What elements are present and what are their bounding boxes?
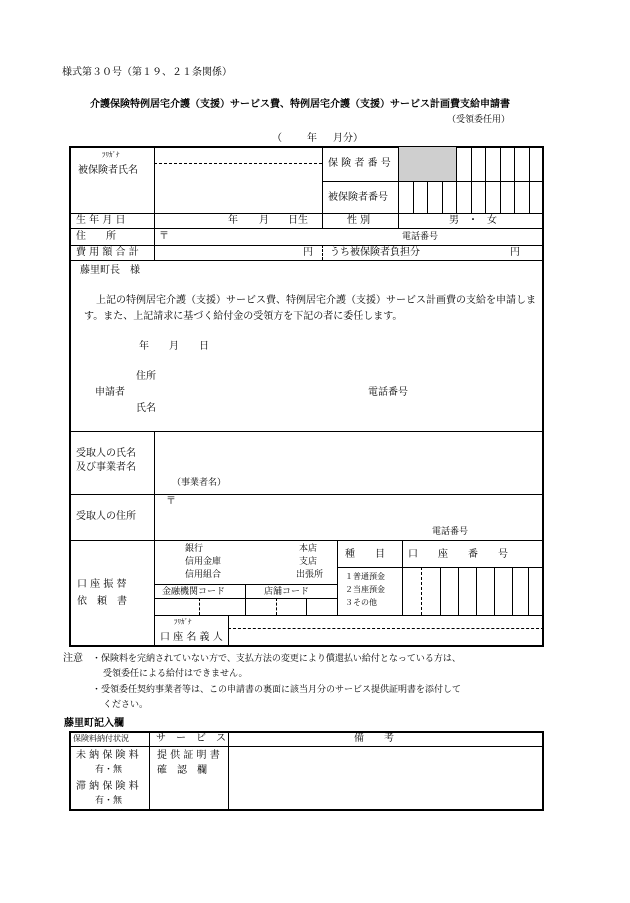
receiver-postal-mark: 〒 (166, 496, 176, 507)
note-1-line-1: ・保険料を完納されていない方で、支払方法の変更により償還払い給付となっている方は、 (92, 654, 461, 664)
birth-label: 生 年 月 日 (76, 215, 126, 226)
office-use-table (69, 731, 544, 811)
service-header-3: 確 認 欄 (157, 765, 207, 776)
overdue-premium-options[interactable]: 有・無 (95, 796, 123, 806)
birth-day-label: 日生 (288, 215, 308, 226)
applicant-name-label: 氏名 (136, 403, 156, 414)
receiver-phone-label: 電話番号 (432, 527, 469, 537)
bank-type-bank[interactable]: 銀行 (185, 544, 204, 554)
period-month-label: 月分） (333, 133, 363, 144)
unpaid-premium-options[interactable]: 有・無 (95, 765, 123, 775)
unpaid-premium-label: 未 納 保 険 料 (76, 750, 139, 761)
cost-yen-unit: 円 (303, 247, 313, 258)
account-number-label: 口 座 番 号 (408, 549, 508, 560)
receiver-address-label: 受取人の住所 (76, 511, 136, 522)
service-header-1: サ ー ビ ス (156, 733, 226, 744)
note-2-line-2: ください。 (103, 700, 149, 710)
institution-code-label: 金融機関コード (162, 587, 226, 597)
applicant-phone-label: 電話番号 (368, 387, 408, 398)
birth-month-label: 月 (259, 215, 269, 226)
bank-type-credit-bank[interactable]: 信用金庫 (185, 557, 222, 567)
note-2-line-1: ・受領委任契約事業者等は、この申請書の裏面に該当月分のサービス提供証明書を添付して (92, 685, 462, 695)
note-1-line-2: 受領委任による給付はできません。 (103, 669, 248, 679)
insured-name-label: 被保険者氏名 (78, 165, 138, 176)
account-type-label: 種 目 (345, 549, 385, 560)
service-header-2: 提 供 証 明 書 (157, 750, 220, 761)
applicant-address-label: 住所 (136, 371, 156, 382)
date-year-label: 年 (139, 341, 149, 352)
office-use-heading: 藤里町記入欄 (64, 718, 124, 729)
address-phone-label: 電話番号 (402, 232, 439, 242)
account-type-other[interactable]: ３その他 (345, 598, 377, 607)
bank-transfer-label-2: 依 頼 書 (77, 596, 127, 607)
period-open: （ (272, 133, 282, 144)
branch-type-branch[interactable]: 支店 (299, 557, 318, 567)
remarks-header: 備 考 (354, 733, 394, 744)
account-type-current[interactable]: ２当座預金 (345, 585, 385, 594)
date-day-label: 日 (199, 341, 209, 352)
period-year-label: 年 (307, 133, 317, 144)
recipient-mayor: 藤里町長 様 (80, 265, 140, 276)
birth-year-label: 年 (228, 215, 238, 226)
payment-status-label: 保険料納付状況 (73, 734, 129, 743)
address-postal-mark: 〒 (159, 231, 169, 242)
receiver-business-name: （事業者名） (172, 478, 227, 488)
branch-type-sub-branch[interactable]: 出張所 (296, 570, 324, 580)
insured-name-field[interactable] (156, 165, 320, 211)
form-number: 様式第３０号（第１９、２１条関係） (62, 67, 232, 78)
bank-transfer-label-1: 口 座 振 替 (77, 579, 127, 590)
cost-burden-label: うち被保険者負担分 (330, 247, 420, 258)
cost-burden-yen-unit: 円 (510, 247, 520, 258)
notes-heading: 注意 (63, 653, 83, 664)
insured-furigana-label: ﾌﾘｶﾞﾅ (102, 151, 120, 159)
statement-line-1: 上記の特例居宅介護（支援）サービス費、特例居宅介護（支援）サービス計画費の支給を申請しま (96, 295, 536, 306)
form-title: 介護保険特例居宅介護（支援）サービス費、特例居宅介護（支援）サービス計画費支給申請書 (90, 99, 510, 110)
account-type-ordinary[interactable]: １普通預金 (345, 572, 385, 581)
applicant-label: 申請者 (95, 387, 125, 398)
holder-furigana-label: ﾌﾘｶﾞﾅ (174, 618, 192, 626)
sex-label: 性 別 (347, 215, 371, 226)
account-holder-label: 口 座 名 義 人 (160, 632, 223, 643)
sex-female-option[interactable]: 女 (487, 215, 497, 226)
date-month-label: 月 (169, 341, 179, 352)
receiver-name-label-2: 及び事業者名 (76, 462, 136, 473)
overdue-premium-label: 滞 納 保 険 料 (76, 781, 139, 792)
bank-type-credit-union[interactable]: 信用組合 (185, 570, 222, 580)
cost-total-label: 費 用 額 合 計 (76, 247, 139, 258)
statement-line-2: す。また、上記請求に基づく給付金の受領方を下記の者に委任します。 (84, 311, 403, 322)
sex-separator: ・ (468, 215, 478, 226)
insurer-number-shaded (399, 147, 456, 181)
address-label: 住 所 (76, 231, 116, 242)
branch-code-label: 店舗コード (264, 587, 310, 597)
insured-number-label: 被保険者番号 (328, 192, 388, 203)
sex-male-option[interactable]: 男 (449, 215, 459, 226)
receiver-name-label-1: 受取人の氏名 (76, 448, 136, 459)
branch-type-head-office[interactable]: 本店 (299, 544, 318, 554)
form-subtitle: （受領委任用） (447, 115, 511, 125)
insurer-number-label: 保 険 者 番 号 (328, 158, 391, 169)
